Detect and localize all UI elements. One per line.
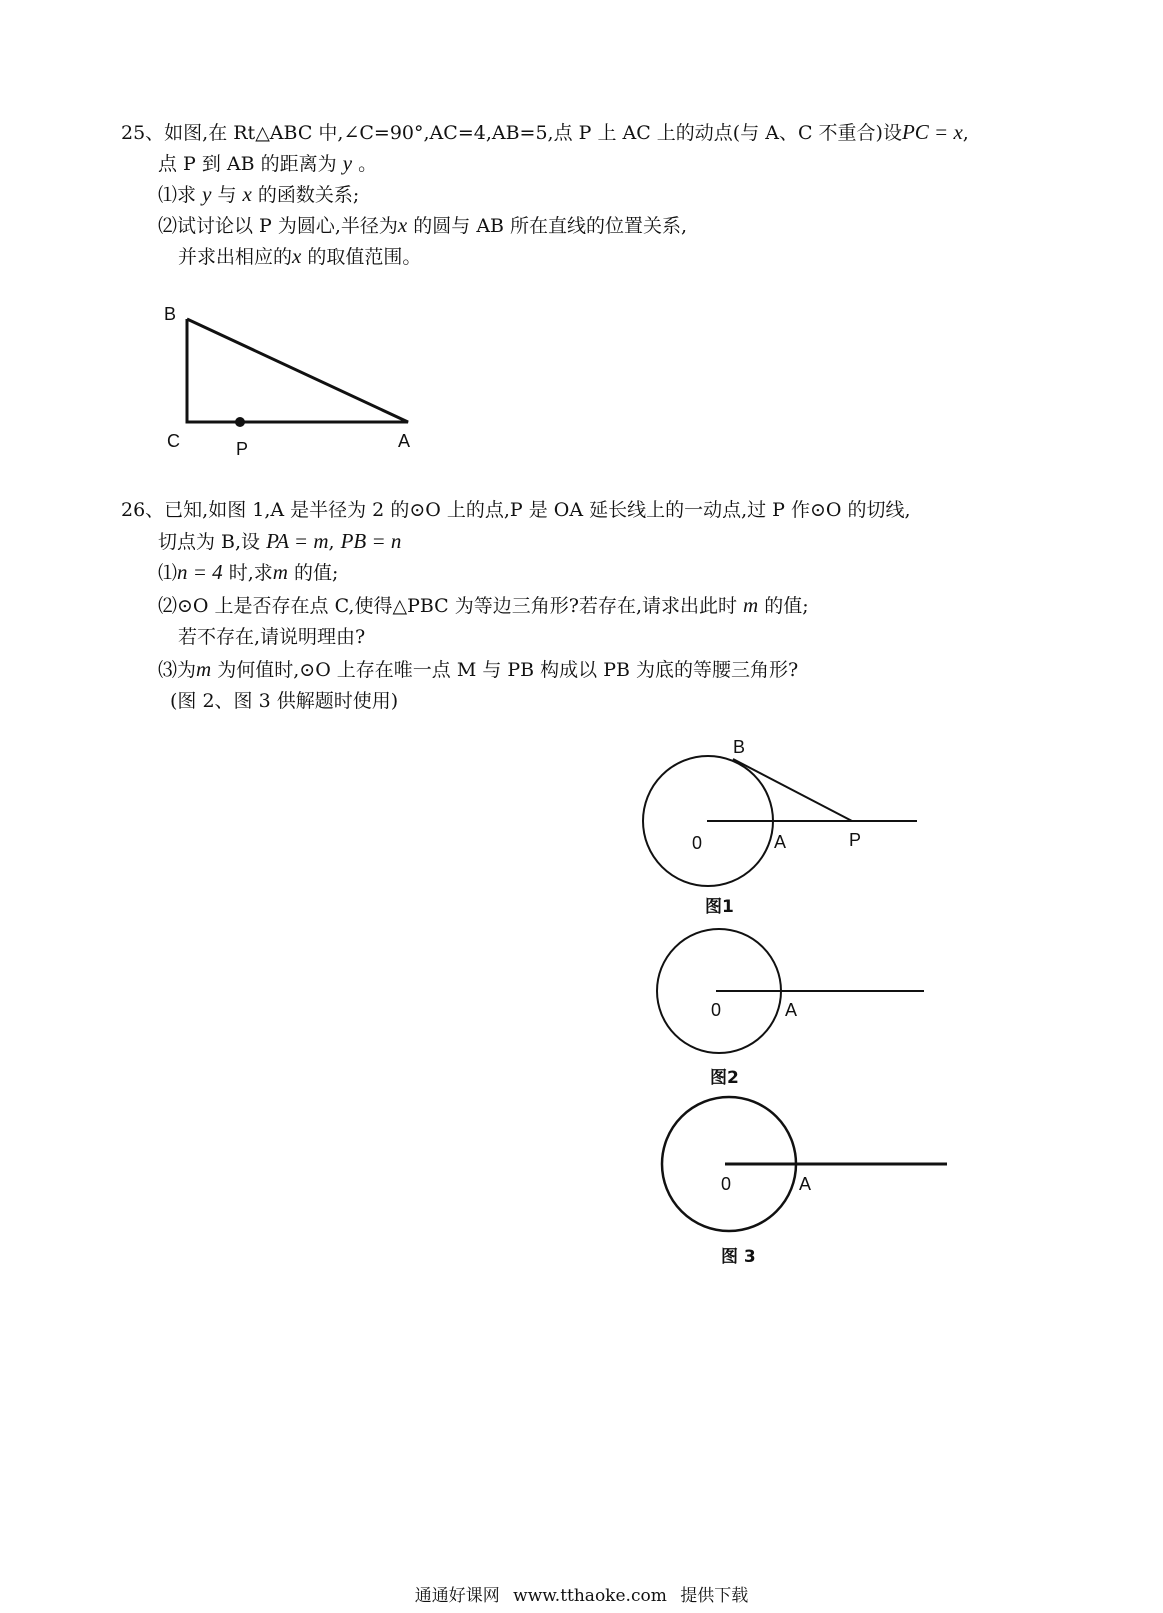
caption-figure-3: 图 3 bbox=[721, 1247, 756, 1267]
q25-formula: x bbox=[397, 213, 408, 237]
q26-text: ⑶为 bbox=[158, 659, 197, 681]
footer-site-name: 通通好课网 bbox=[414, 1586, 500, 1606]
q26-note bbox=[170, 689, 398, 713]
label-c: C bbox=[167, 431, 180, 451]
point-p-dot bbox=[235, 417, 245, 427]
q26-text: 的值; bbox=[764, 595, 809, 617]
label-p: P bbox=[849, 830, 862, 850]
label-a: A bbox=[799, 1174, 812, 1194]
q26-part-2-cont bbox=[178, 625, 365, 649]
label-a: A bbox=[774, 832, 787, 852]
triangle-abc bbox=[187, 319, 408, 422]
q25-text: 并求出相应的 bbox=[178, 246, 293, 268]
q26-text: ⑴ bbox=[158, 562, 178, 584]
q25-formula: y bbox=[342, 151, 353, 175]
label-b: B bbox=[733, 740, 746, 757]
q25-text: 与 bbox=[217, 184, 237, 206]
q25-formula: y bbox=[202, 182, 212, 206]
q26-text: , bbox=[328, 531, 335, 553]
q26-text: ⑵⊙O 上是否存在点 C,使得△PBC 为等边三角形?若存在,请求出此时 bbox=[158, 595, 737, 617]
q26-line-1 bbox=[121, 498, 911, 522]
q26-figure-3 bbox=[650, 1090, 960, 1270]
q25-text: 25、如图,在 Rt△ABC 中,∠C=90°,AC=4,AB=5,点 P 上 AC 上的动点(与 A、C 不重合)设 bbox=[121, 122, 902, 144]
q25-line-1 bbox=[121, 120, 969, 145]
q26-text: 的值; bbox=[294, 562, 339, 584]
caption-figure-1: 图1 bbox=[705, 897, 734, 917]
q25-formula: x bbox=[242, 182, 252, 206]
q26-line-2 bbox=[158, 529, 401, 554]
tangent-pb bbox=[733, 759, 852, 821]
q26-text: 切点为 B,设 bbox=[158, 531, 261, 553]
q25-part-1 bbox=[158, 182, 359, 207]
label-o: 0 bbox=[711, 1000, 722, 1020]
q26-part-2 bbox=[158, 593, 809, 618]
q25-triangle-figure bbox=[150, 290, 440, 470]
q26-text: (图 2、图 3 供解题时使用) bbox=[170, 690, 399, 712]
q26-formula: PB = n bbox=[340, 529, 402, 553]
q26-text: 为何值时,⊙O 上存在唯一点 M 与 PB 构成以 PB 为底的等腰三角形? bbox=[217, 659, 799, 681]
q26-formula: n = 4 bbox=[177, 560, 223, 584]
q25-text: 点 P 到 AB 的距离为 bbox=[158, 153, 337, 175]
label-a: A bbox=[785, 1000, 798, 1020]
footer-note: 提供下载 bbox=[680, 1586, 749, 1606]
q26-figure-1 bbox=[630, 740, 940, 925]
caption-figure-2: 图2 bbox=[710, 1068, 739, 1088]
q25-text: ⑴求 bbox=[158, 184, 197, 206]
q25-text: ⑵试讨论以 P 为圆心,半径为 bbox=[158, 215, 398, 237]
q26-figure-2 bbox=[640, 925, 950, 1095]
q26-text: 时,求 bbox=[228, 562, 273, 584]
q25-text: 。 bbox=[358, 153, 378, 175]
q26-formula: m bbox=[743, 593, 759, 617]
q26-part-1 bbox=[158, 560, 338, 585]
q26-formula: m bbox=[196, 657, 212, 681]
label-o: 0 bbox=[692, 833, 703, 853]
q25-text: , bbox=[962, 122, 969, 144]
label-o: 0 bbox=[721, 1174, 732, 1194]
label-p: P bbox=[236, 439, 249, 459]
q25-part-2 bbox=[158, 213, 687, 238]
q25-text: 的函数关系; bbox=[257, 184, 360, 206]
q25-text: 的圆与 AB 所在直线的位置关系, bbox=[413, 215, 688, 237]
q26-text: 26、已知,如图 1,A 是半径为 2 的⊙O 上的点,P 是 OA 延长线上的一动点,过 P 作⊙O 的切线, bbox=[121, 499, 911, 521]
page-footer bbox=[0, 1581, 1163, 1606]
q25-text: 的取值范围。 bbox=[307, 246, 422, 268]
q25-line-2 bbox=[158, 151, 377, 176]
q25-formula: x bbox=[292, 244, 302, 268]
q26-formula: m bbox=[272, 560, 288, 584]
q26-formula: PA = m bbox=[266, 529, 329, 553]
q26-text: 若不存在,请说明理由? bbox=[178, 626, 366, 648]
q26-part-3 bbox=[158, 657, 798, 682]
q25-formula: PC = x bbox=[901, 120, 963, 144]
q25-part-2-cont bbox=[178, 244, 421, 269]
footer-url[interactable]: www.tthaoke.com bbox=[513, 1586, 667, 1606]
label-b: B bbox=[164, 304, 177, 324]
label-a: A bbox=[398, 431, 411, 451]
